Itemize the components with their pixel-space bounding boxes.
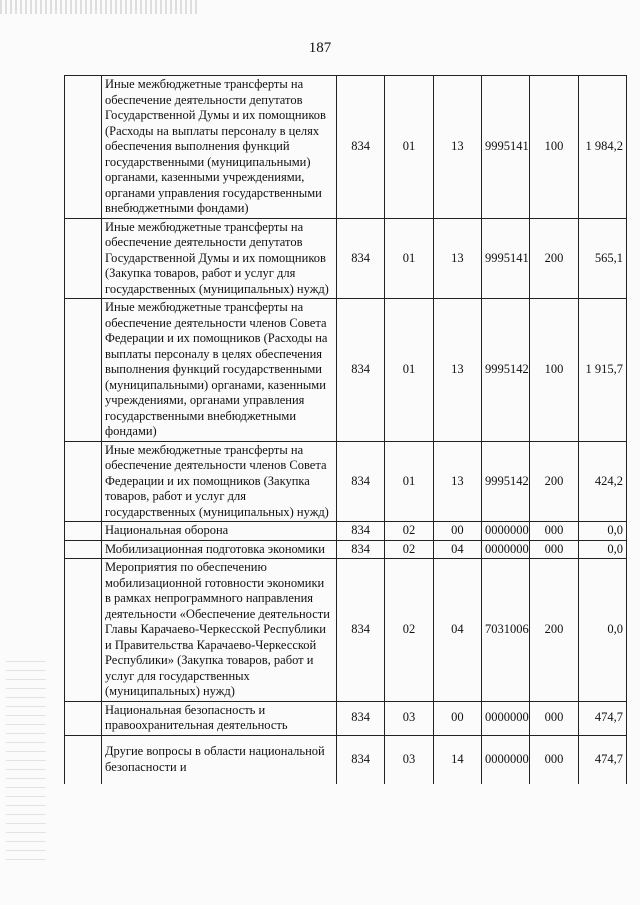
row-index-cell [65, 441, 102, 522]
row-index-cell [65, 218, 102, 299]
row-index-cell [65, 701, 102, 735]
row-index-cell [65, 735, 102, 784]
row-amount: 474,7 [578, 701, 626, 735]
row-expense-type: 200 [530, 559, 578, 702]
row-target-article: 0000000 [481, 540, 529, 559]
row-expense-type: 100 [530, 299, 578, 442]
row-section: 02 [385, 540, 433, 559]
table-row [65, 522, 627, 541]
row-subsection: 13 [433, 218, 481, 299]
row-section: 01 [385, 441, 433, 522]
row-name: Иные межбюджетные трансферты на обеспечение деятельности депутатов Государственной Думы и их помощников (Расходы на выплаты персоналу в целях обеспечения выполнения функций государственными (муниципальными) органами, казенными учреждениями, органами управления государственными внебюджетными фондами) [102, 76, 337, 219]
row-name: Мобилизационная подготовка экономики [102, 540, 337, 559]
row-section: 01 [385, 76, 433, 219]
row-amount: 1 915,7 [578, 299, 626, 442]
row-subsection: 04 [433, 559, 481, 702]
row-subsection: 13 [433, 76, 481, 219]
row-subsection: 04 [433, 540, 481, 559]
row-amount: 565,1 [578, 218, 626, 299]
row-admin-code: 834 [337, 218, 385, 299]
row-target-article: 9995142 [481, 441, 529, 522]
row-admin-code: 834 [337, 735, 385, 784]
row-target-article: 0000000 [481, 701, 529, 735]
row-admin-code: 834 [337, 441, 385, 522]
row-target-article: 9995142 [481, 299, 529, 442]
row-expense-type: 100 [530, 76, 578, 219]
row-admin-code: 834 [337, 299, 385, 442]
table-row [65, 735, 627, 784]
row-section: 03 [385, 701, 433, 735]
row-name: Иные межбюджетные трансферты на обеспечение деятельности членов Совета Федерации и их помощников (Расходы на выплаты персоналу в целях обеспечения выполнения функций государственными (муниципальными) органами, казенными учреждениями, органами управления государственными внебюджетными фондами) [102, 299, 337, 442]
row-subsection: 14 [433, 735, 481, 784]
row-section: 01 [385, 218, 433, 299]
row-amount: 474,7 [578, 735, 626, 784]
table-row [65, 299, 627, 442]
row-target-article: 7031006 [481, 559, 529, 702]
row-target-article: 9995141 [481, 76, 529, 219]
scan-artifact-top [0, 0, 200, 14]
row-expense-type: 000 [530, 540, 578, 559]
row-target-article: 0000000 [481, 522, 529, 541]
row-target-article: 9995141 [481, 218, 529, 299]
row-name: Другие вопросы в области национальной безопасности и [102, 735, 337, 784]
row-name: Национальная безопасность и правоохранительная деятельность [102, 701, 337, 735]
row-amount: 0,0 [578, 559, 626, 702]
row-section: 01 [385, 299, 433, 442]
row-target-article: 0000000 [481, 735, 529, 784]
budget-table [64, 75, 627, 784]
row-amount: 424,2 [578, 441, 626, 522]
row-expense-type: 200 [530, 218, 578, 299]
row-admin-code: 834 [337, 540, 385, 559]
row-subsection: 00 [433, 522, 481, 541]
row-expense-type: 000 [530, 522, 578, 541]
row-index-cell [65, 299, 102, 442]
row-expense-type: 000 [530, 735, 578, 784]
row-name: Иные межбюджетные трансферты на обеспечение деятельности депутатов Государственной Думы и их помощников (Закупка товаров, работ и услуг для государственных (муниципальных) нужд) [102, 218, 337, 299]
row-amount: 1 984,2 [578, 76, 626, 219]
row-subsection: 00 [433, 701, 481, 735]
row-admin-code: 834 [337, 76, 385, 219]
row-subsection: 13 [433, 299, 481, 442]
row-name: Иные межбюджетные трансферты на обеспечение деятельности членов Совета Федерации и их помощников (Закупка товаров, работ и услуг для государственных (муниципальных) нужд) [102, 441, 337, 522]
row-admin-code: 834 [337, 522, 385, 541]
table-row [65, 559, 627, 702]
table-row [65, 218, 627, 299]
table-row [65, 701, 627, 735]
row-section: 03 [385, 735, 433, 784]
scan-artifact-left [6, 660, 46, 860]
row-amount: 0,0 [578, 540, 626, 559]
row-expense-type: 000 [530, 701, 578, 735]
page-number: 187 [308, 40, 332, 56]
row-name: Мероприятия по обеспечению мобилизационной готовности экономики в рамках непрограммного направления деятельности «Обеспечение деятельности Главы Карачаево-Черкесской Республики и Правительства Карачаево-Черкесской Республики» (Закупка товаров, работ и услуг для государственных (муниципальных) нужд) [102, 559, 337, 702]
row-admin-code: 834 [337, 559, 385, 702]
row-section: 02 [385, 559, 433, 702]
row-section: 02 [385, 522, 433, 541]
table-row [65, 540, 627, 559]
table-row [65, 441, 627, 522]
table-row [65, 76, 627, 219]
row-subsection: 13 [433, 441, 481, 522]
row-index-cell [65, 540, 102, 559]
row-amount: 0,0 [578, 522, 626, 541]
row-expense-type: 200 [530, 441, 578, 522]
row-admin-code: 834 [337, 701, 385, 735]
row-index-cell [65, 76, 102, 219]
row-name: Национальная оборона [102, 522, 337, 541]
row-index-cell [65, 559, 102, 702]
row-index-cell [65, 522, 102, 541]
